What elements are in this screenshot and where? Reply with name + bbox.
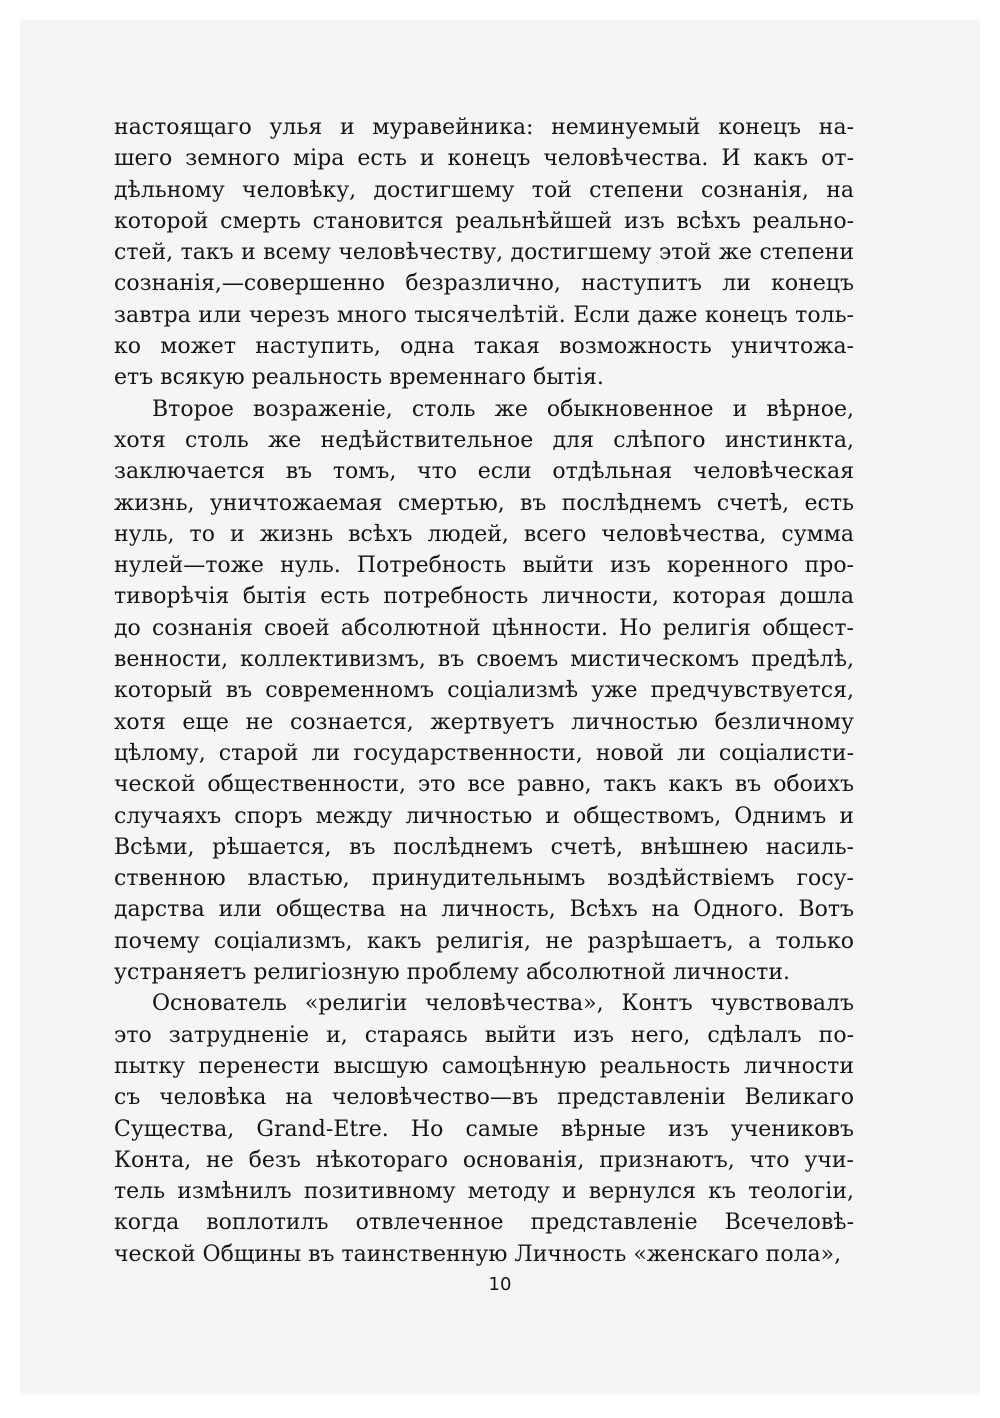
- text-line: которой смерть становится реальнѣйшей изъ всѣхъ реально-: [114, 208, 854, 234]
- text-line: дарства или общества на личность, Всѣхъ на Одного. Вотъ: [114, 897, 854, 923]
- text-line: устраняетъ религіозную проблему абсолютной личности.: [114, 960, 790, 986]
- text-line: сознанія,—совершенно безразлично, наступитъ ли конецъ: [114, 271, 854, 297]
- text-line: ко может наступить, одна такая возможность уничтожа-: [114, 334, 854, 360]
- text-line: Конта, не безъ нѣкотораго основанія, признаютъ, что учи-: [114, 1147, 854, 1173]
- page-number: 10: [488, 1274, 512, 1295]
- text-line: венности, коллективизмъ, въ своемъ мистическомъ предѣлѣ,: [114, 647, 854, 673]
- text-line: тиворѣчія бытія есть потребность личности, которая дошла: [114, 584, 854, 610]
- text-line: цѣлому, старой ли государственности, новой ли соціалисти-: [114, 740, 854, 766]
- text-line: етъ всякую реальность временнаго бытія.: [114, 365, 604, 391]
- text-line: шего земного міра есть и конецъ человѣчества. И какъ от-: [114, 146, 854, 172]
- text-line: тель измѣнилъ позитивному методу и вернулся къ теологіи,: [114, 1179, 854, 1205]
- text-line: жизнь, уничтожаемая смертью, въ послѣднемъ счетѣ, есть: [114, 490, 854, 516]
- text-line: ческой общественности, это все равно, такъ какъ въ обоихъ: [114, 772, 854, 798]
- text-line: съ человѣка на человѣчество—въ представленіи Великаго: [114, 1085, 854, 1111]
- text-line: настоящаго улья и муравейника: неминуемый конецъ на-: [114, 115, 854, 140]
- text-line: хотя столь же недѣйствительное для слѣпого инстинкта,: [114, 427, 854, 453]
- text-line: заключается въ томъ, что если отдѣльная человѣческая: [114, 459, 854, 485]
- text-line: нуль, то и жизнь всѣхъ людей, всего человѣчества, сумма: [114, 521, 854, 547]
- text-line: который въ современномъ соціализмѣ уже предчувствуется,: [114, 678, 854, 704]
- paragraph: [114, 394, 854, 989]
- text-line: пытку перенести высшую самоцѣнную реальность личности: [114, 1053, 854, 1079]
- text-line: ственною властью, принудительнымъ воздѣйствіемъ госу-: [114, 866, 854, 892]
- text-line: это затрудненіе и, стараясь выйти изъ него, сдѣлалъ по-: [114, 1022, 854, 1048]
- text-line: случаяхъ споръ между личностью и обществомъ, Однимъ и: [114, 803, 854, 829]
- text-line: до сознанія своей абсолютной цѣнности. Но религія общест-: [114, 615, 854, 641]
- text-line: дѣльному человѣку, достигшему той степени сознанія, на: [114, 177, 854, 203]
- text-line: почему соціализмъ, какъ религія, не разрѣшаетъ, а только: [114, 928, 854, 954]
- text-line: Основатель «религіи человѣчества», Контъ чувствовалъ: [152, 991, 854, 1017]
- text-line: ческой Общины въ таинственную Личность «женскаго пола»,: [114, 1241, 842, 1267]
- text-line: когда воплотилъ отвлеченное представленіе Всечеловѣ-: [114, 1210, 854, 1236]
- text-line: Второе возраженіе, столь же обыкновенное и вѣрное,: [152, 396, 854, 422]
- text-line: завтра или черезъ много тысячелѣтій. Если даже конецъ толь-: [114, 302, 854, 328]
- paragraph: [114, 112, 854, 394]
- text-line: Всѣми, рѣшается, въ послѣднемъ счетѣ, внѣшнею насиль-: [114, 834, 854, 860]
- text-line: нулей—тоже нуль. Потребность выйти изъ коренного про-: [114, 553, 854, 579]
- text-block: [114, 112, 854, 1270]
- text-line: стей, такъ и всему человѣчеству, достигшему этой же степени: [114, 240, 854, 266]
- text-line: Существа, Grand-Etre. Но самые вѣрные изъ учениковъ: [114, 1116, 854, 1142]
- paragraph: [114, 988, 854, 1270]
- text-line: хотя еще не сознается, жертвуетъ личностью безличному: [114, 709, 854, 735]
